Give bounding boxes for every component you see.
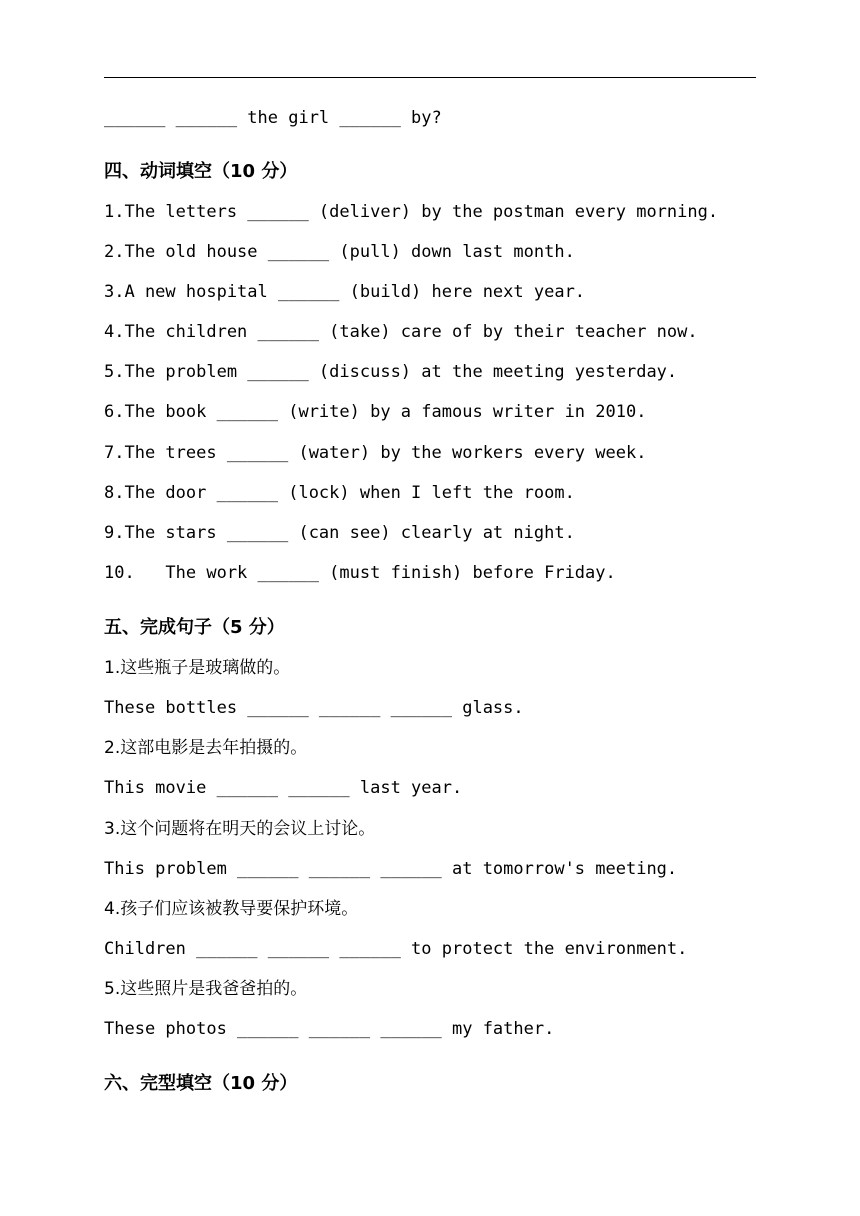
section-5-heading: 五、完成句子（5 分）: [104, 617, 285, 638]
section-6-heading: 六、完型填空（10 分）: [104, 1073, 298, 1094]
section-5-item-5-chinese: 5.这些照片是我爸爸拍的。: [104, 979, 308, 999]
carryover-question: ______ ______ the girl ______ by?: [104, 108, 442, 128]
section-4-item-10: 10. The work ______ (must finish) before Friday.: [104, 563, 616, 583]
section-5-item-2-chinese: 2.这部电影是去年拍摄的。: [104, 738, 308, 758]
section-4-heading: 四、动词填空（10 分）: [104, 161, 298, 182]
section-4-item-3: 3.A new hospital ______ (build) here next year.: [104, 282, 586, 302]
section-4-item-7: 7.The trees ______ (water) by the workers every week.: [104, 443, 647, 463]
section-5-item-1-chinese: 1.这些瓶子是玻璃做的。: [104, 658, 291, 678]
section-4-item-5: 5.The problem ______ (discuss) at the meeting yesterday.: [104, 362, 678, 382]
section-4-item-6: 6.The book ______ (write) by a famous writer in 2010.: [104, 402, 647, 422]
section-5-item-1-english: These bottles ______ ______ ______ glass.: [104, 698, 524, 718]
section-5-item-4-chinese: 4.孩子们应该被教导要保护环境。: [104, 899, 359, 919]
section-5-item-4-english: Children ______ ______ ______ to protect the environment.: [104, 939, 688, 959]
section-4-item-9: 9.The stars ______ (can see) clearly at night.: [104, 523, 575, 543]
header-rule: [104, 77, 756, 78]
section-5-item-2-english: This movie ______ ______ last year.: [104, 778, 463, 798]
section-4-item-8: 8.The door ______ (lock) when I left the room.: [104, 483, 575, 503]
section-4-item-1: 1.The letters ______ (deliver) by the postman every morning.: [104, 202, 719, 222]
section-4-item-2: 2.The old house ______ (pull) down last month.: [104, 242, 575, 262]
section-5-item-5-english: These photos ______ ______ ______ my father.: [104, 1019, 555, 1039]
section-4-item-4: 4.The children ______ (take) care of by their teacher now.: [104, 322, 698, 342]
section-5-item-3-english: This problem ______ ______ ______ at tomorrow's meeting.: [104, 859, 678, 879]
section-5-item-3-chinese: 3.这个问题将在明天的会议上讨论。: [104, 819, 376, 839]
